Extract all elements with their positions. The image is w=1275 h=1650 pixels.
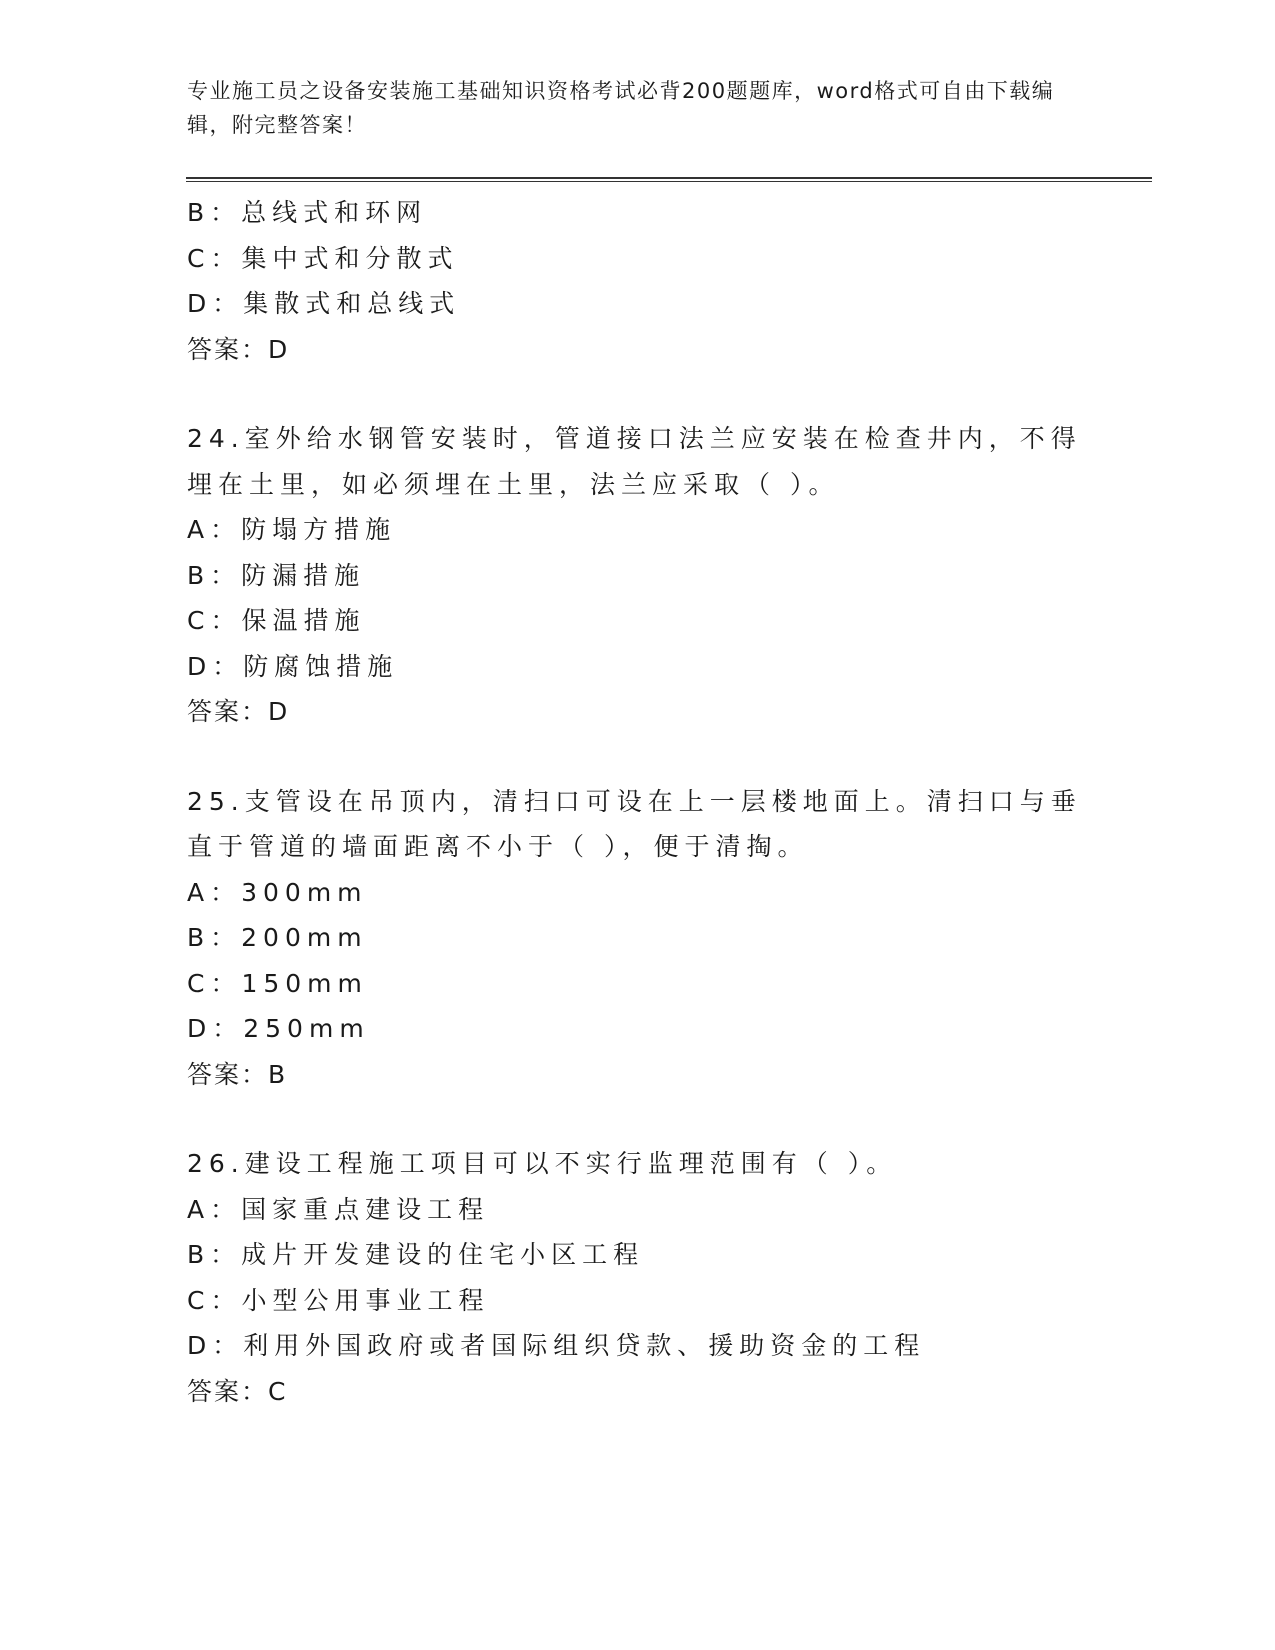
document-header: 专业施工员之设备安装施工基础知识资格考试必背200题题库，word格式可自由下载编辑，附完整答案！ — [187, 79, 1055, 137]
option-d: D：集散式和总线式 — [187, 289, 461, 318]
question-26 — [187, 1141, 1087, 1414]
answer: 答案：B — [187, 1059, 288, 1089]
question-24 — [187, 416, 1087, 735]
option-a: A：300mm — [187, 877, 368, 907]
answer: 答案：D — [187, 697, 290, 726]
answer: 答案：D — [187, 334, 290, 364]
option-d: D：250mm — [187, 1014, 370, 1043]
question-stem: 26.建设工程施工项目可以不实行监理范围有（ ）。 — [187, 1149, 898, 1178]
option-c: C：保温措施 — [187, 606, 366, 635]
option-b: B：200mm — [187, 923, 368, 952]
option-c: C：集中式和分散式 — [187, 243, 459, 273]
option-b: B：总线式和环网 — [187, 198, 428, 227]
answer: 答案：C — [187, 1376, 288, 1406]
option-c: C：小型公用事业工程 — [187, 1285, 490, 1315]
option-b: B：成片开发建设的住宅小区工程 — [187, 1240, 645, 1269]
question-stem: 25.支管设在吊顶内，清扫口可设在上一层楼地面上。清扫口与垂直于管道的墙面距离不小于（ ），便于清掏。 — [187, 786, 1082, 861]
option-d: D：防腐蚀措施 — [187, 651, 399, 681]
question-stem: 24.室外给水钢管安装时，管道接口法兰应安装在检查井内，不得埋在土里，如必须埋在土里，法兰应采取（ ）。 — [187, 424, 1082, 499]
option-b: B：防漏措施 — [187, 560, 366, 590]
header-divider — [186, 177, 1152, 182]
question-25 — [187, 779, 1087, 1098]
option-a: A：防塌方措施 — [187, 515, 397, 544]
question-list — [187, 190, 1087, 1414]
option-d: D：利用外国政府或者国际组织贷款、援助资金的工程 — [187, 1331, 926, 1360]
question-23 — [187, 190, 1087, 372]
option-c: C：150mm — [187, 968, 368, 998]
option-a: A：国家重点建设工程 — [187, 1194, 490, 1224]
